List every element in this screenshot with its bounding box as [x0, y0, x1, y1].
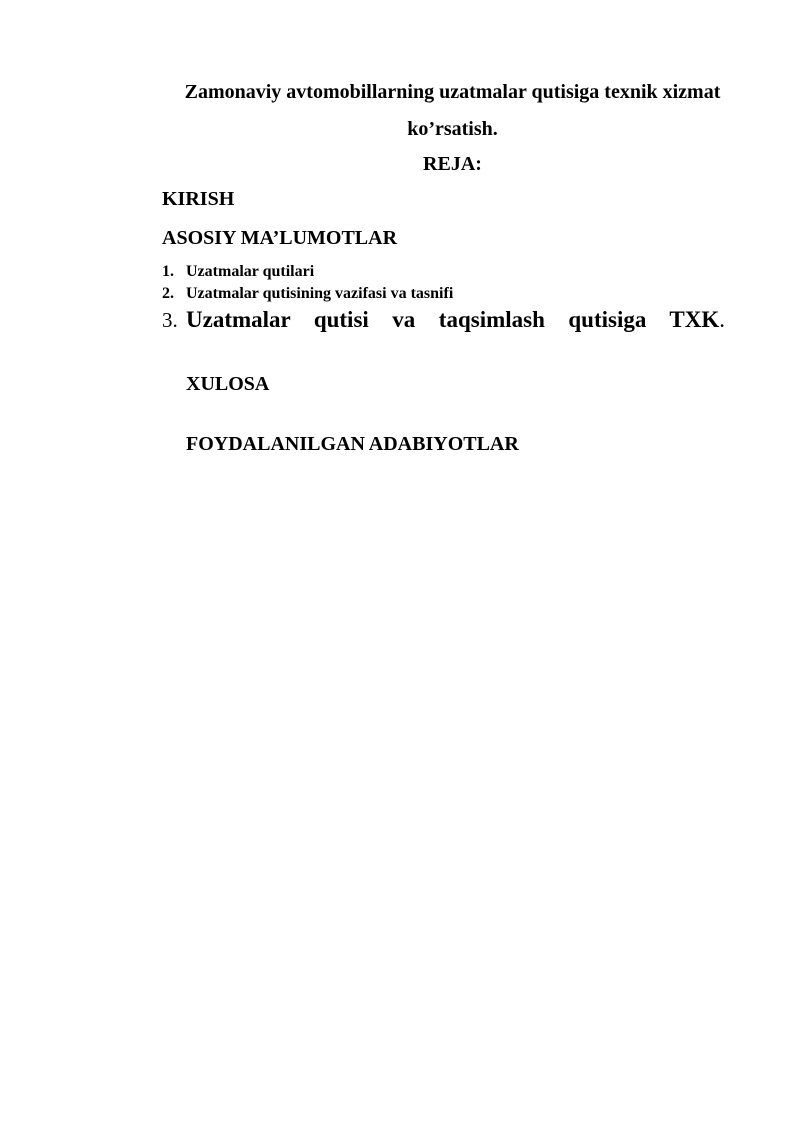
document-title-line-1: Zamonaviy avtomobillarning uzatmalar qutisiga texnik xizmat — [184, 81, 721, 103]
document-title — [150, 74, 755, 148]
list-item-text: Uzatmalar qutisining vazifasi va tasnifi — [186, 285, 454, 302]
section-main-heading: ASOSIY MA’LUMOTLAR — [162, 227, 398, 249]
list-item-number: 2. — [162, 285, 174, 302]
list-item-number: 1. — [162, 263, 174, 280]
document-title-line-2: ko’rsatish. — [407, 118, 498, 140]
section-conclusion-heading: XULOSA — [186, 373, 270, 395]
list-item-text: Uzatmalar qutilari — [186, 263, 315, 280]
list-item-suffix: . — [719, 307, 726, 332]
plan-heading: REJA: — [423, 153, 482, 175]
list-item-text-wrapper — [186, 306, 725, 334]
section-intro-heading: KIRISH — [162, 188, 235, 210]
plan-list-item — [162, 284, 562, 304]
plan-list-item — [162, 262, 562, 282]
list-item-text: Uzatmalar qutisi va taqsimlash qutisiga TXK — [186, 307, 720, 332]
section-references-heading: FOYDALANILGAN ADABIYOTLAR — [186, 433, 519, 455]
plan-list-item — [162, 306, 726, 334]
list-item-number: 3. — [162, 308, 178, 332]
